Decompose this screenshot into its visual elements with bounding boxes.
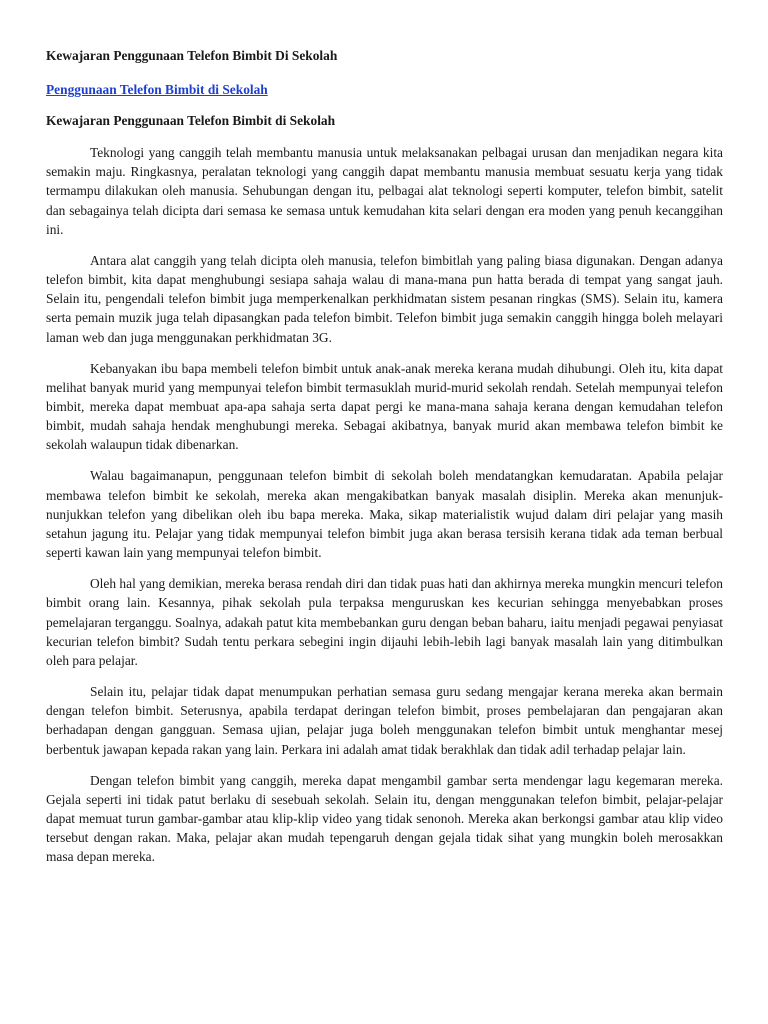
paragraph-4: Walau bagaimanapun, penggunaan telefon bimbit di sekolah boleh mendatangkan kemudaratan. Apabila pelajar membawa telefon bimbit ke sekolah, mereka akan mengakibatkan banyak masalah disiplin. Mereka akan menunjuk-nunjukkan telefon yang dibelikan oleh ibu bapa mereka. Maka, sikap materialistik wujud dalam diri pelajar yang masih setahun jagung itu. Pelajar yang tidak mempunyai telefon bimbit juga akan berasa tersisih kerana tidak ada teman berbual seperti kawan lain yang mempunyai telefon bimbit. — [46, 468, 723, 561]
article-subtitle: Kewajaran Penggunaan Telefon Bimbit di Sekolah — [46, 113, 336, 128]
paragraph-1: Teknologi yang canggih telah membantu manusia untuk melaksanakan pelbagai urusan dan menjadikan negara kita semakin maju. Ringkasnya, peralatan teknologi yang canggih dapat membantu manusia membuat sesuatu kerja yang tidak termampu dilakukan oleh manusia. Sehubungan dengan itu, pelbagai alat teknologi seperti komputer, telefon bimbit, satelit dan sebagainya telah dicipta dari semasa ke semasa untuk kemudahan kita selari dengan era moden yang penuh kecanggihan ini. — [46, 145, 723, 237]
paragraph-7: Dengan telefon bimbit yang canggih, mereka dapat mengambil gambar serta mendengar lagu kegemaran mereka. Gejala seperti ini tidak patut berlaku di sesebuah sekolah. Selain itu, dengan menggunakan telefon bimbit, pelajar-pelajar dapat memuat turun gambar-gambar atau klip-klip video yang tidak senonoh. Mereka akan berkongsi gambar atau klip video tersebut dengan rakan. Maka, pelajar akan mudah tepengaruh dengan gejala tidak sihat yang mungkin boleh merosakkan masa depan mereka. — [46, 772, 723, 865]
document-title: Kewajaran Penggunaan Telefon Bimbit Di Sekolah — [46, 48, 338, 63]
paragraph-2: Antara alat canggih yang telah dicipta oleh manusia, telefon bimbitlah yang paling biasa digunakan. Dengan adanya telefon bimbit, kita dapat menghubungi sesiapa sahaja walau di mana-mana pun hatta berada di tempat yang sangat jauh. Selain itu, pengendali telefon bimbit juga memperkenalkan perkhidmatan sistem pesanan ringkas (SMS). Selain itu, kamera serta pemain muzik juga telah dipasangkan pada telefon bimbit. Telefon bimbit juga semakin canggih hingga boleh melayari laman web dan juga menggunakan perkhidmatan 3G. — [46, 252, 723, 345]
document-page — [46, 46, 723, 878]
paragraph-5: Oleh hal yang demikian, mereka berasa rendah diri dan tidak puas hati dan akhirnya mereka mungkin mencuri telefon bimbit orang lain. Kesannya, pihak sekolah pula terpaksa menguruskan kes kecurian sehingga menyebabkan proses pemelajaran terganggu. Soalnya, adakah patut kita membebankan guru dengan beban baharu, iaitu menjadi pegawai penyiasat kecurian telefon bimbit? Sudah tentu perkara sebegini ingin dijauhi lebih-lebih lagi banyak masalah lain yang ditimbulkan oleh para pelajar. — [46, 576, 723, 669]
article-link[interactable]: Penggunaan Telefon Bimbit di Sekolah — [46, 82, 268, 97]
paragraph-3: Kebanyakan ibu bapa membeli telefon bimbit untuk anak-anak mereka kerana mudah dihubungi. Oleh itu, kita dapat melihat banyak murid yang mempunyai telefon bimbit termasuklah murid-murid sekolah rendah. Setelah mempunyai telefon bimbit, mereka dapat membuat apa-apa sahaja serta dapat pergi ke mana-mana sahaja kerana dengan kemudahan telefon bimbit, mudah sahaja hendak menghubungi mereka. Sebagai akibatnya, banyak murid akan membawa telefon bimbit ke sekolah walaupun tidak dibenarkan. — [46, 360, 723, 453]
paragraph-6: Selain itu, pelajar tidak dapat menumpukan perhatian semasa guru sedang mengajar kerana mereka akan bermain dengan telefon bimbit. Seterusnya, apabila terdapat deringan telefon bimbit, proses pembelajaran dan pengajaran akan berhadapan dengan gangguan. Semasa ujian, pelajar juga boleh menggunakan telefon bimbit untuk menghantar mesej berbentuk jawapan kepada rakan yang lain. Perkara ini adalah amat tidak berakhlak dan tidak adil terhadap pelajar lain. — [46, 684, 723, 757]
